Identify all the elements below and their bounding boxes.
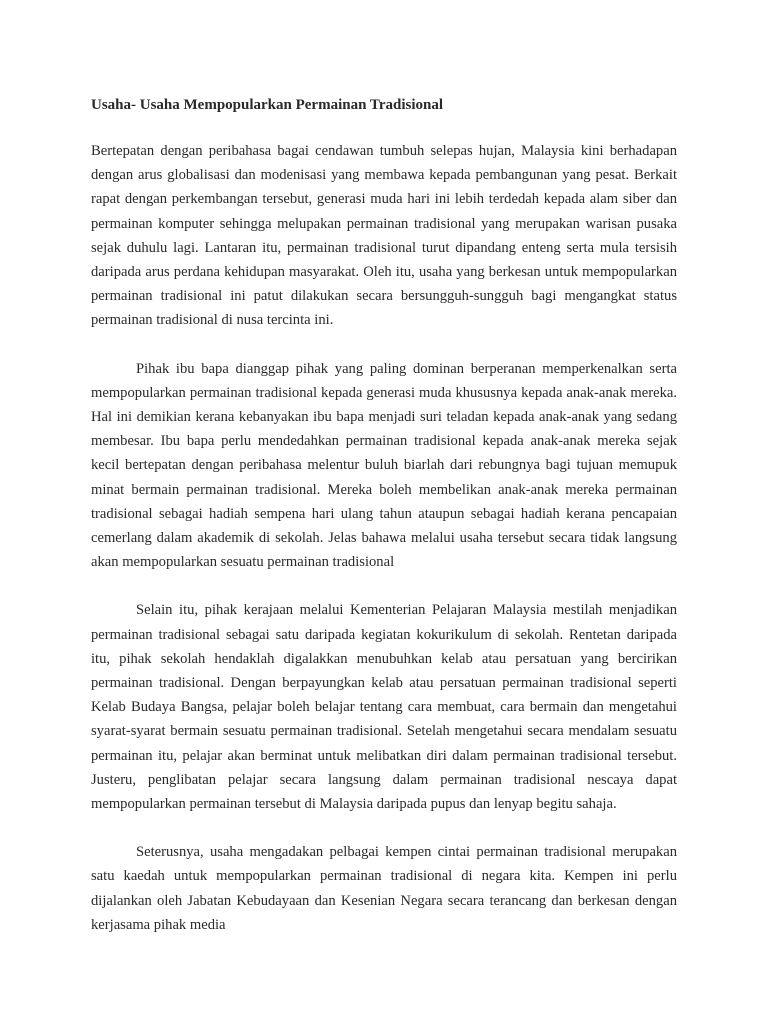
paragraph-government: Selain itu, pihak kerajaan melalui Kementerian Pelajaran Malaysia mestilah menjadikan permainan tradisional sebagai satu daripada kegiatan kokurikulum di sekolah. Rentetan daripada itu, pihak sekolah hendaklah digalakkan menubuhkan kelab atau persatuan yang bercirikan permainan tradisional. Dengan berpayungkan kelab atau persatuan permainan tradisional seperti Kelab Budaya Bangsa, pelajar boleh belajar tentang cara membuat, cara bermain dan mengetahui syarat-syarat bermain sesuatu permainan tradisional. Setelah mengetahui secara mendalam sesuatu permainan itu, pelajar akan berminat untuk melibatkan diri dalam permainan tradisional tersebut. Justeru, penglibatan pelajar secara langsung dalam permainan tradisional nescaya dapat mempopularkan permainan tersebut di Malaysia daripada pupus dan lenyap begitu sahaja. xyxy=(91,602,677,813)
paragraph-parents: Pihak ibu bapa dianggap pihak yang paling dominan berperanan memperkenalkan serta mempopularkan permainan tradisional kepada generasi muda khususnya kepada anak-anak mereka. Hal ini demikian kerana kebanyakan ibu bapa menjadi suri teladan kepada anak-anak yang sedang membesar. Ibu bapa perlu mendedahkan permainan tradisional kepada anak-anak mereka sejak kecil bertepatan dengan peribahasa melentur buluh biarlah dari rebungnya bagi tujuan memupuk minat bermain permainan tradisional. Mereka boleh membelikan anak-anak mereka permainan tradisional sebagai hadiah sempena hari ulang tahun ataupun sebagai hadiah kerana pencapaian cemerlang dalam akademik di sekolah. Jelas bahawa melalui usaha tersebut secara tidak langsung akan mempopularkan sesuatu permainan tradisional xyxy=(91,360,677,571)
paragraph-introduction: Bertepatan dengan peribahasa bagai cendawan tumbuh selepas hujan, Malaysia kini berhadapan dengan arus globalisasi dan modenisasi yang membawa kepada pembangunan yang pesat. Berkait rapat dengan perkembangan tersebut, generasi muda hari ini lebih terdedah kepada alam siber dan permainan komputer sehingga melupakan permainan tradisional yang merupakan warisan pusaka sejak duhulu lagi. Lantaran itu, permainan tradisional turut dipandang enteng serta mula tersisih daripada arus perdana kehidupan masyarakat. Oleh itu, usaha yang berkesan untuk mempopularkan permainan tradisional ini patut dilakukan secara bersungguh-sungguh bagi mengangkat status permainan tradisional di nusa tercinta ini. xyxy=(91,143,677,329)
paragraph-campaign: Seterusnya, usaha mengadakan pelbagai kempen cintai permainan tradisional merupakan satu kaedah untuk mempopularkan permainan tradisional di negara kita. Kempen ini perlu dijalankan oleh Jabatan Kebudayaan dan Kesenian Negara secara terancang dan berkesan dengan kerjasama pihak media xyxy=(91,844,677,933)
document-title: Usaha- Usaha Mempopularkan Permainan Tradisional xyxy=(91,97,443,113)
